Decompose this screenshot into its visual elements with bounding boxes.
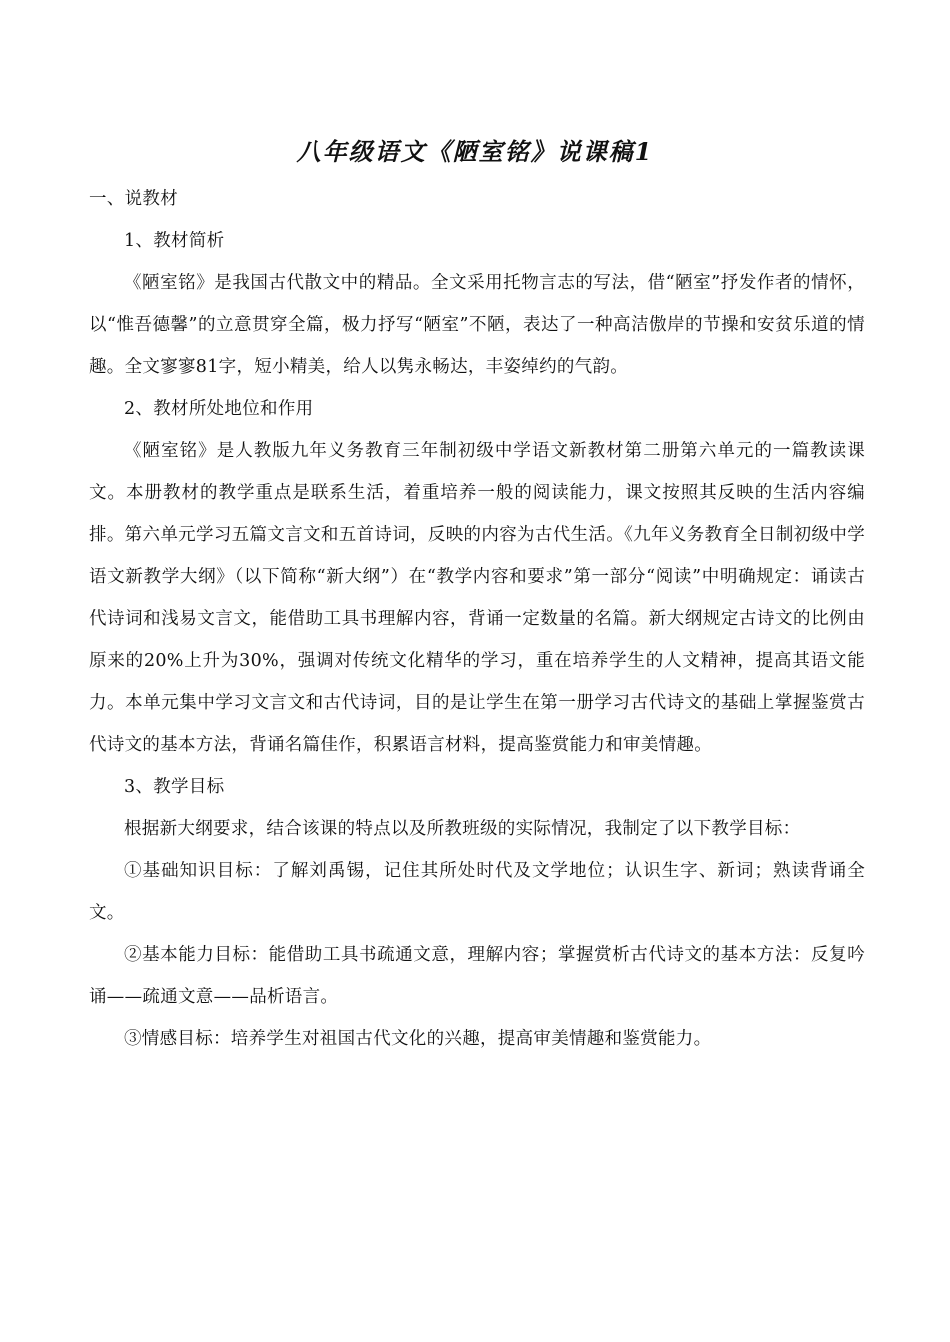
- section-heading: 一、说教材: [89, 189, 178, 209]
- goal-item: ③情感目标：培养学生对祖国古代文化的兴趣，提高审美情趣和鉴赏能力。: [124, 1029, 712, 1049]
- subsection-heading: 2、教材所处地位和作用: [124, 399, 314, 419]
- subsection-heading: 3、教学目标: [124, 777, 225, 797]
- goal-item: ②基本能力目标：能借助工具书疏通文意，理解内容；掌握赏析古代诗文的基本方法：反复吟诵——疏通文意——品析语言。: [89, 945, 865, 1007]
- subsection-heading: 1、教材简析: [124, 231, 225, 251]
- paragraph: 《陋室铭》是人教版九年义务教育三年制初级中学语文新教材第二册第六单元的一篇教读课文。本册教材的教学重点是联系生活，着重培养一般的阅读能力，课文按照其反映的生活内容编排。第六单元学习五篇文言文和五首诗词，反映的内容为古代生活。《九年义务教育全日制初级中学语文新教学大纲》（以下简称“新大纲”）在“教学内容和要求”第一部分“阅读”中明确规定：诵读古代诗词和浅易文言文，能借助工具书理解内容，背诵一定数量的名篇。新大纲规定古诗文的比例由原来的20%上升为30%，强调对传统文化精华的学习，重在培养学生的人文精神，提高其语文能力。本单元集中学习文言文和古代诗词，目的是让学生在第一册学习古代诗文的基础上掌握鉴赏古代诗文的基本方法，背诵名篇佳作，积累语言材料，提高鉴赏能力和审美情趣。: [89, 441, 865, 755]
- goal-item: ①基础知识目标：了解刘禹锡，记住其所处时代及文学地位；认识生字、新词；熟读背诵全文。: [89, 861, 865, 923]
- paragraph: 《陋室铭》是我国古代散文中的精品。全文采用托物言志的写法，借“陋室”抒发作者的情怀，以“惟吾德馨”的立意贯穿全篇，极力抒写“陋室”不陋，表达了一种高洁傲岸的节操和安贫乐道的情趣。全文寥寥81字，短小精美，给人以隽永畅达，丰姿绰约的气韵。: [89, 273, 865, 377]
- document-body: [89, 178, 865, 1060]
- paragraph: 根据新大纲要求，结合该课的特点以及所教班级的实际情况，我制定了以下教学目标：: [124, 819, 801, 839]
- document-title: 八年级语文《陋室铭》说课稿1: [296, 137, 654, 166]
